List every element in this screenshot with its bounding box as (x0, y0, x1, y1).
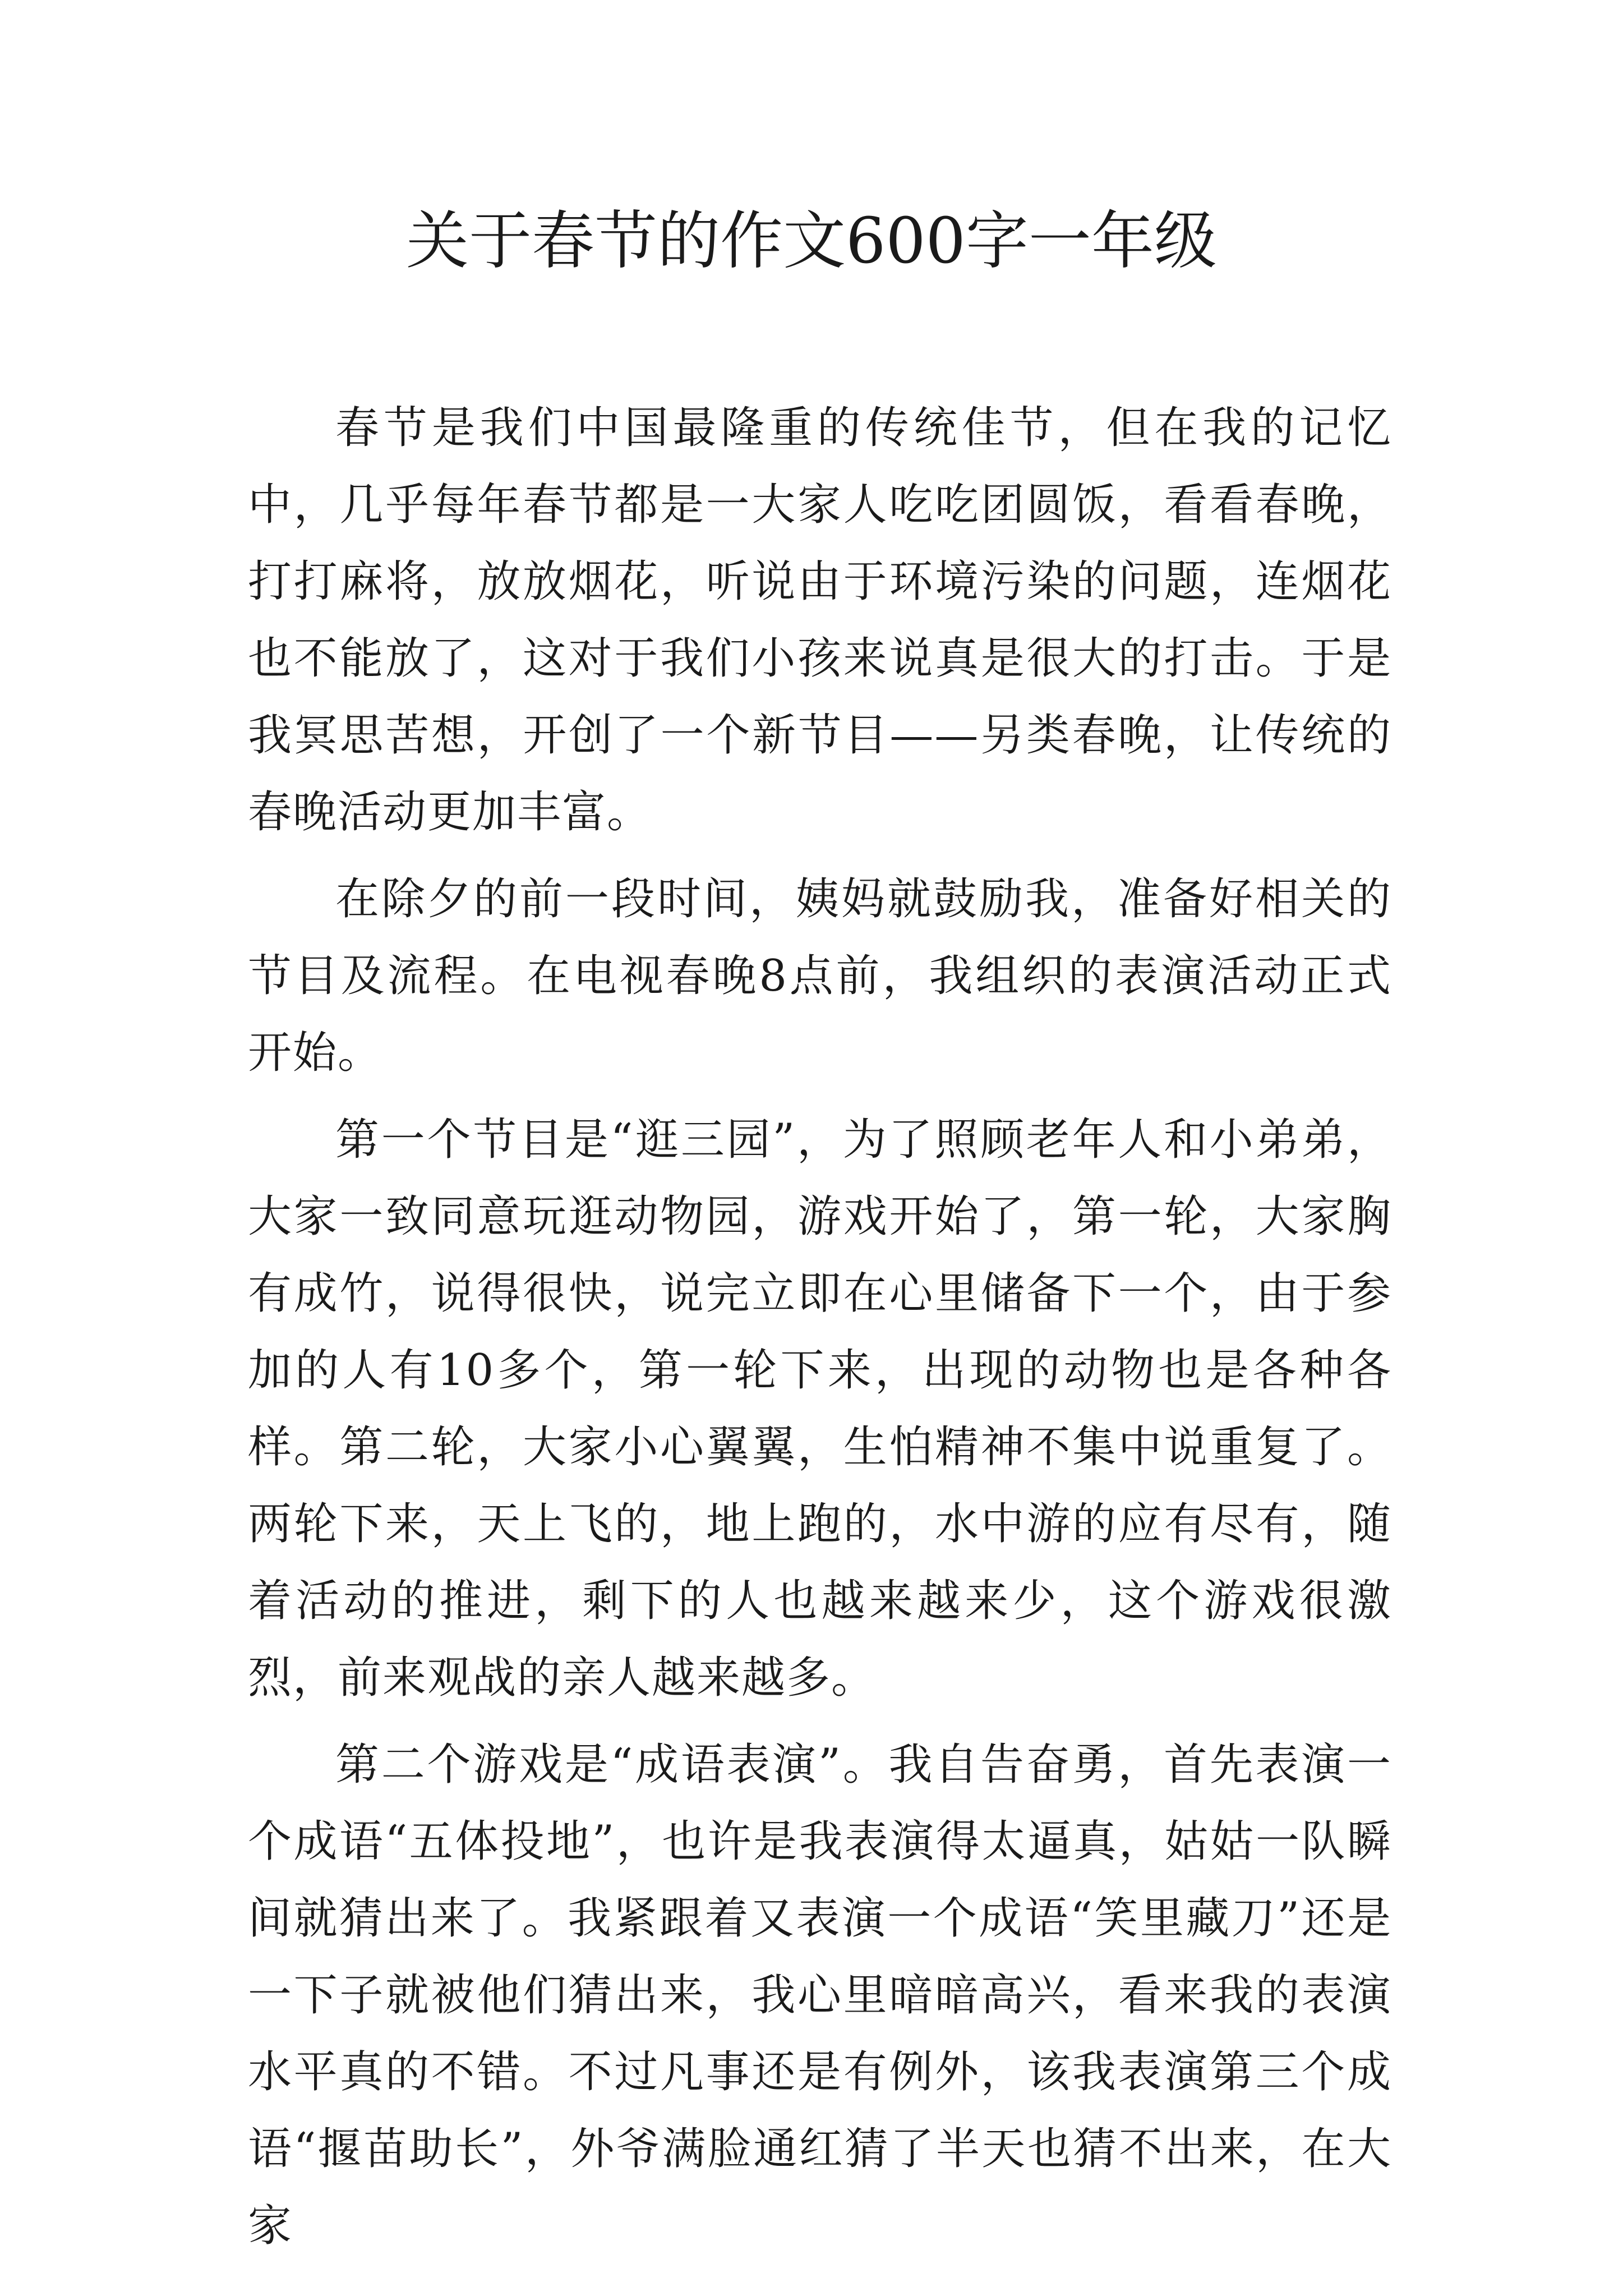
document-body (248, 390, 1392, 2275)
document-title: 关于春节的作文600字一年级 (406, 205, 1217, 278)
paragraph-3: 第一个节目是“逛三园”，为了照顾老年人和小弟弟，大家一致同意玩逛动物园，游戏开始了，第一轮，大家胸有成竹，说得很快，说完立即在心里储备下一个，由于参加的人有10多个，第一轮下来，出现的动物也是各种各样。第二轮，大家小心翼翼，生怕精神不集中说重复了。两轮下来，天上飞的，地上跑的，水中游的应有尽有，随着活动的推进，剩下的人也越来越来少，这个游戏很激烈，前来观战的亲人越来越多。 (248, 1115, 1392, 1703)
paragraph-1: 春节是我们中国最隆重的传统佳节，但在我的记忆中，几乎每年春节都是一大家人吃吃团圆饭，看看春晚，打打麻将，放放烟花，听说由于环境污染的问题，连烟花也不能放了，这对于我们小孩来说真是很大的打击。于是我冥思苦想，开创了一个新节目——另类春晚，让传统的春晚活动更加丰富。 (248, 403, 1392, 838)
paragraph-4: 第二个游戏是“成语表演”。我自告奋勇，首先表演一个成语“五体投地”，也许是我表演得太逼真，姑姑一队瞬间就猜出来了。我紧跟着又表演一个成语“笑里藏刀”还是一下子就被他们猜出来，我心里暗暗高兴，看来我的表演水平真的不错。不过凡事还是有例外，该我表演第三个成语“揠苗助长”，外爷满脸通红猜了半天也猜不出来，在大家 (248, 1740, 1392, 2251)
paragraph-2: 在除夕的前一段时间，姨妈就鼓励我，准备好相关的节目及流程。在电视春晚8点前，我组织的表演活动正式开始。 (248, 874, 1392, 1078)
